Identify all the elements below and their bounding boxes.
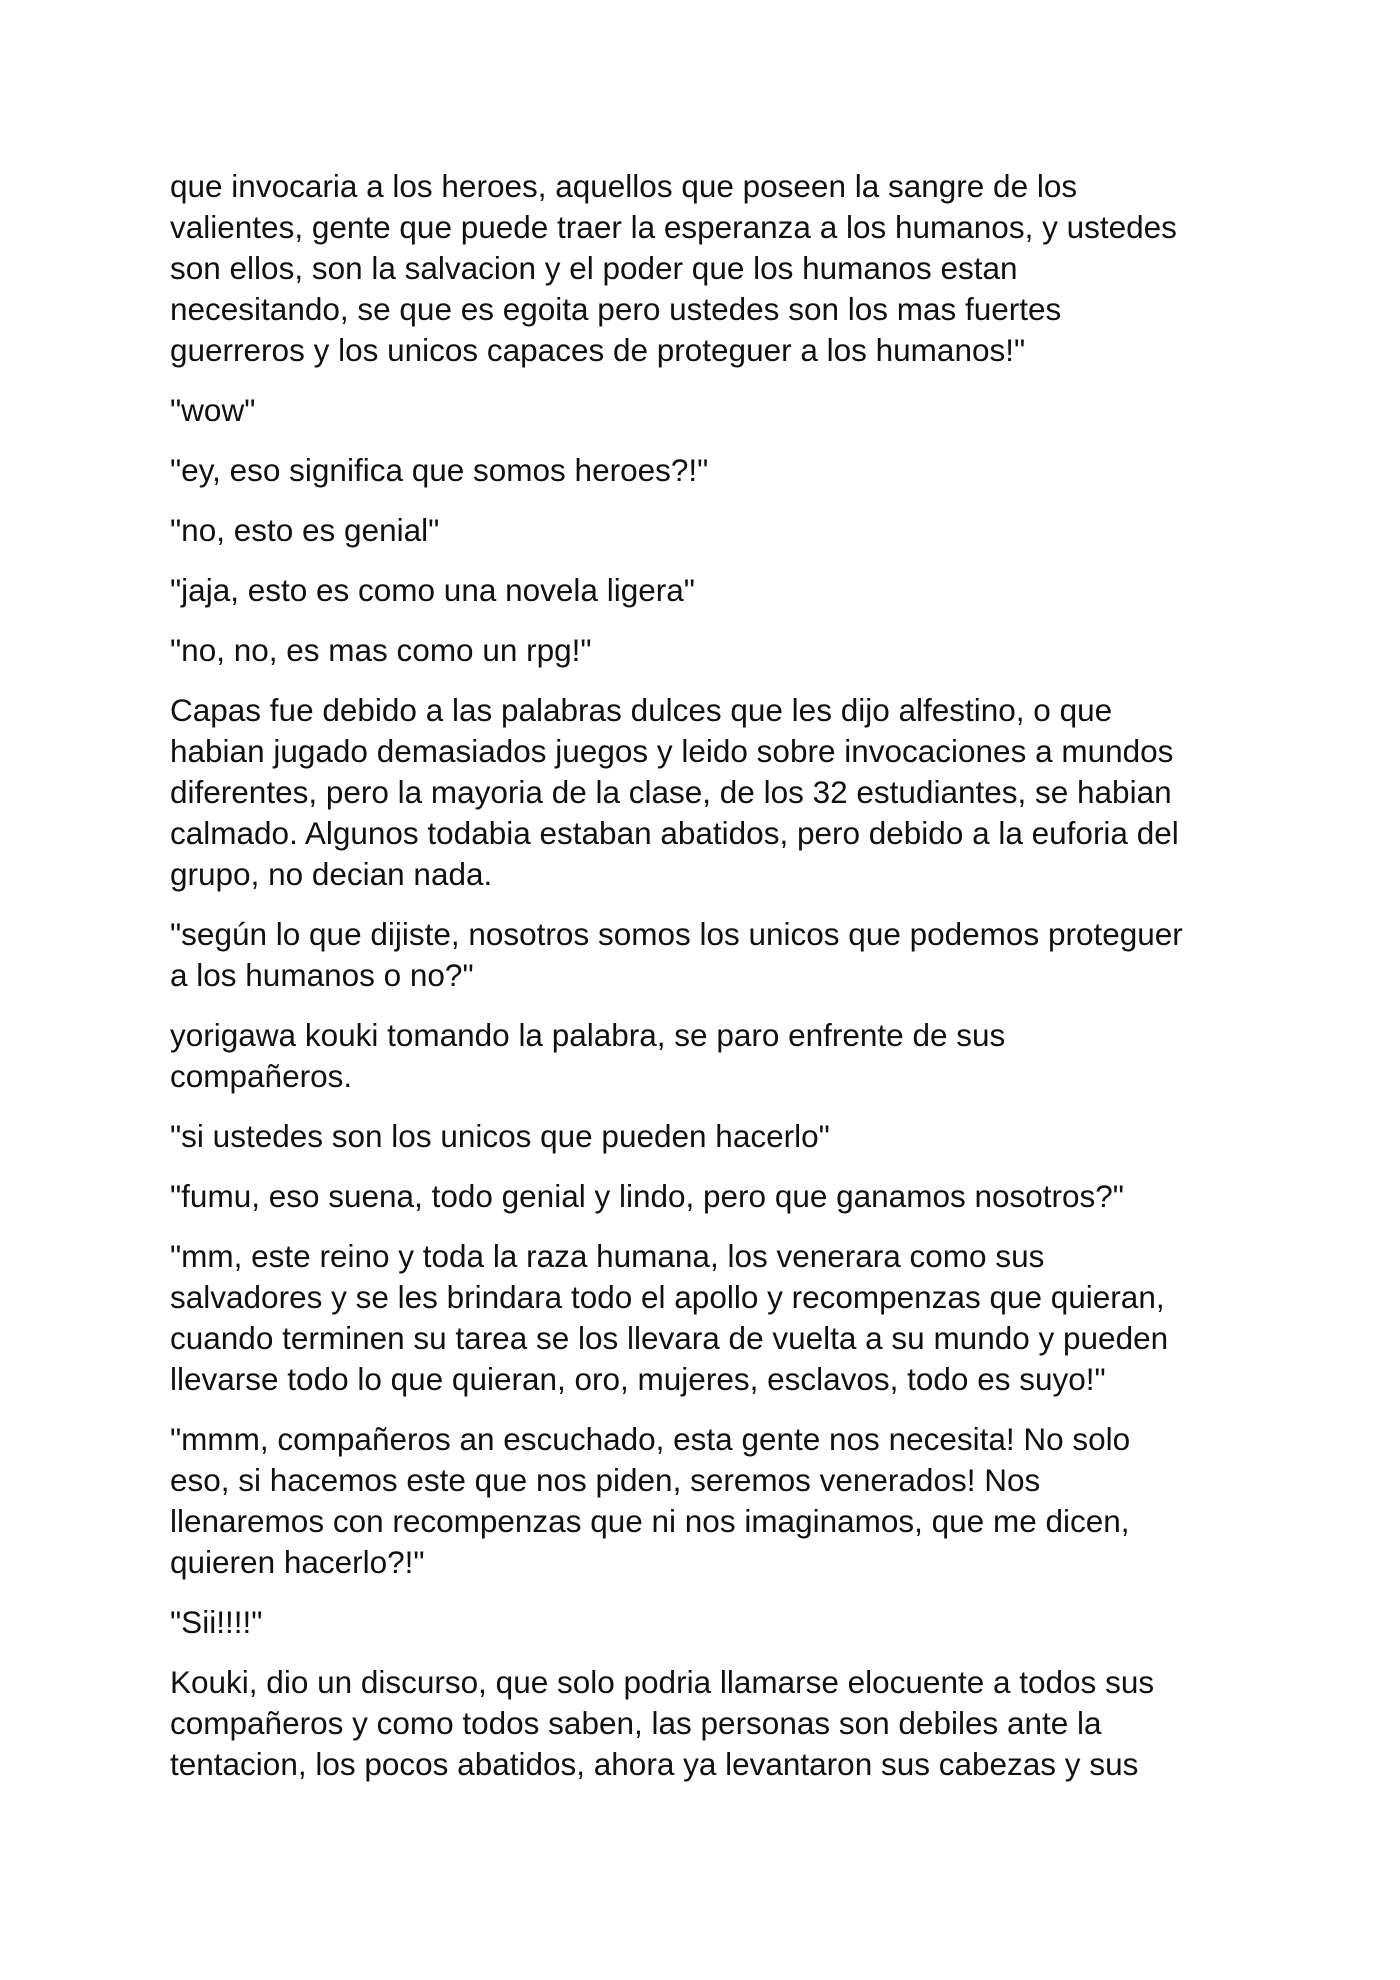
document-body [170,166,1260,1785]
paragraph-13: "mmm, compañeros an escuchado, esta gente nos necesita! No solo eso, si hacemos este que nos piden, seremos venerados! Nos llenaremos con recompenzas que ni nos imaginamos, que me dicen, quieren hacerlo?!" [170,1421,1131,1580]
paragraph-15: Kouki, dio un discurso, que solo podria llamarse elocuente a todos sus compañeros y como todos saben, las personas son debiles ante la tentacion, los pocos abatidos, ahora ya levantaron sus cabezas y sus [170,1664,1155,1782]
paragraph-1: que invocaria a los heroes, aquellos que poseen la sangre de los valientes, gente que puede traer la esperanza a los humanos, y ustedes son ellos, son la salvacion y el poder que los humanos estan necesitando, se que es egoita pero ustedes son los mas fuertes guerreros y los unicos capaces de proteguer a los humanos!" [170,168,1177,368]
paragraph-5: "jaja, esto es como una novela ligera" [170,572,695,608]
paragraph-7: Capas fue debido a las palabras dulces que les dijo alfestino, o que habian jugado demasiados juegos y leido sobre invocaciones a mundos diferentes, pero la mayoria de la clase, de los 32 estudiantes, se habian calmado. Algunos todabia estaban abatidos, pero debido a la euforia del grupo, no decian nada. [170,692,1179,892]
paragraph-8: "según lo que dijiste, nosotros somos los unicos que podemos proteguer a los humanos o no?" [170,916,1183,993]
paragraph-2: "wow" [170,392,256,428]
paragraph-4: "no, esto es genial" [170,512,440,548]
paragraph-12: "mm, este reino y toda la raza humana, los venerara como sus salvadores y se les brindara todo el apollo y recompenzas que quieran, cuando terminen su tarea se los llevara de vuelta a su mundo y pueden llevarse todo lo que quieran, oro, mujeres, esclavos, todo es suyo!" [170,1238,1169,1397]
paragraph-6: "no, no, es mas como un rpg!" [170,632,592,668]
paragraph-10: "si ustedes son los unicos que pueden hacerlo" [170,1118,830,1154]
paragraph-11: "fumu, eso suena, todo genial y lindo, pero que ganamos nosotros?" [170,1178,1124,1214]
paragraph-9: yorigawa kouki tomando la palabra, se paro enfrente de sus compañeros. [170,1017,1006,1094]
paragraph-14: "Sii!!!!" [170,1604,263,1640]
paragraph-3: "ey, eso significa que somos heroes?!" [170,452,709,488]
